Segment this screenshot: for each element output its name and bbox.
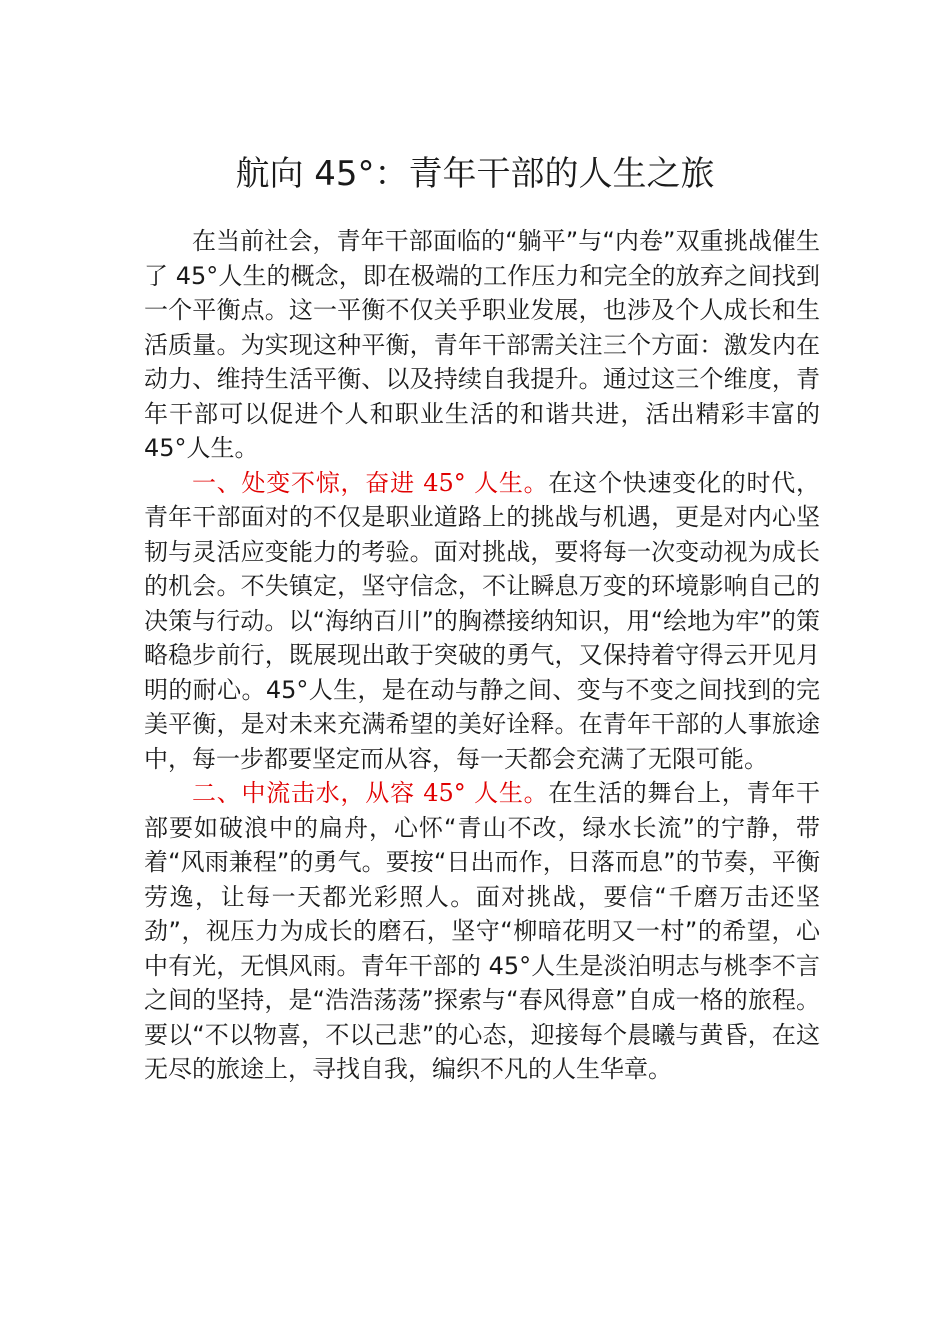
section-body-2: 在生活的舞台上，青年干部要如破浪中的扁舟，心怀“青山不改，绿水长流”的宁静，带着“风雨兼程”的勇气。要按“日出而作，日落而息”的节奏，平衡劳逸，让每一天都光彩照人。面对挑战，要信“千磨万击还坚劲”，视压力为成长的磨石，坚守“柳暗花明又一村”的希望，心中有光，无惧风雨。青年干部的 45°人生是淡泊明志与桃李不言之间的坚持，是“浩浩荡荡”探索与“春风得意”自成一格的旅程。要以“不以物喜，不以己悲”的心态，迎接每个晨曦与黄昏，在这无尽的旅途上，寻找自我，编织不凡的人生华章。 <box>144 779 821 1083</box>
section-body-1: 在这个快速变化的时代，青年干部面对的不仅是职业道路上的挑战与机遇，更是对内心坚韧与灵活应变能力的考验。面对挑战，要将每一次变动视为成长的机会。不失镇定，坚守信念，不让瞬息万变的环境影响自己的决策与行动。以“海纳百川”的胸襟接纳知识，用“绘地为牢”的策略稳步前行，既展现出敢于突破的勇气，又保持着守得云开见月明的耐心。45°人生，是在动与静之间、变与不变之间找到的完美平衡，是对未来充满希望的美好诠释。在青年干部的人事旅途中，每一步都要坚定而从容，每一天都会充满了无限可能。 <box>144 468 821 773</box>
section-paragraph-2 <box>144 776 820 1087</box>
document-title: 航向 45°：青年干部的人生之旅 <box>235 154 715 194</box>
section-heading-1: 一、处变不惊，奋进 45° 人生。 <box>192 468 549 497</box>
section-heading-2: 二、中流击水，从容 45° 人生。 <box>192 779 549 807</box>
document-body <box>144 224 820 1087</box>
section-paragraph-1 <box>144 466 820 777</box>
intro-paragraph: 在当前社会，青年干部面临的“躺平”与“内卷”双重挑战催生了 45°人生的概念，即在极端的工作压力和完全的放弃之间找到一个平衡点。这一平衡不仅关乎职业发展，也涉及个人成长和生活质量。为实现这种平衡，青年干部需关注三个方面：激发内在动力、维持生活平衡、以及持续自我提升。通过这三个维度，青年干部可以促进个人和职业生活的和谐共进，活出精彩丰富的 45°人生。 <box>144 227 820 462</box>
